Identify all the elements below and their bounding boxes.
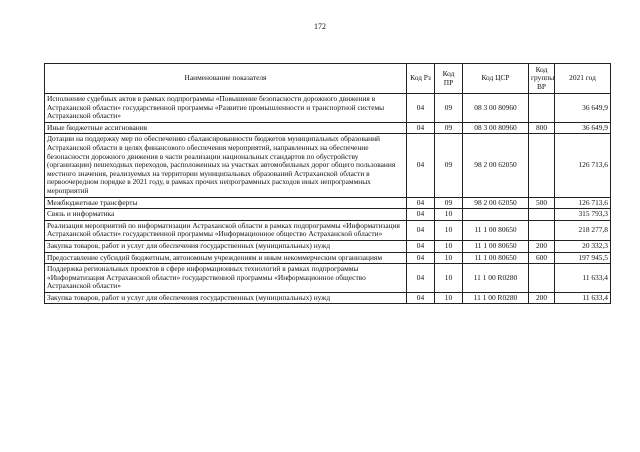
page-number: 172: [314, 22, 326, 31]
row-csr: 11 1 00 80650: [463, 240, 529, 252]
header-year: 2021 год: [555, 64, 611, 94]
row-rz: 04: [407, 209, 435, 221]
header-rz: Код Рз: [407, 64, 435, 94]
row-sum: 197 945,5: [555, 252, 611, 264]
row-sum: 36 649,9: [555, 122, 611, 134]
table-row: [45, 197, 611, 209]
header-pr: Код ПР: [435, 64, 463, 94]
row-rz: 04: [407, 94, 435, 123]
table-row: [45, 252, 611, 264]
row-sum: 126 713,6: [555, 197, 611, 209]
row-pr: 10: [435, 252, 463, 264]
row-rz: 04: [407, 252, 435, 264]
row-vr: [529, 209, 555, 221]
row-sum: 126 713,6: [555, 134, 611, 197]
table-header-row: [45, 64, 611, 94]
table-row: [45, 292, 611, 304]
row-rz: 04: [407, 292, 435, 304]
row-vr: [529, 264, 555, 293]
table-row: [45, 209, 611, 221]
row-sum: 20 332,3: [555, 240, 611, 252]
row-name: Поддержка региональных проектов в сфере информационных технологий в рамках подпрограммы «Информатизация Астраханской области» государственной программы «Информационное общество Астраханской области»: [45, 264, 407, 293]
row-vr: [529, 134, 555, 197]
row-csr: 98 2 00 62050: [463, 197, 529, 209]
row-sum: 11 633,4: [555, 264, 611, 293]
row-vr: 200: [529, 240, 555, 252]
row-csr: 08 3 00 80960: [463, 122, 529, 134]
row-rz: 04: [407, 264, 435, 293]
row-pr: 10: [435, 220, 463, 240]
row-name: Исполнение судебных актов в рамках подпрограммы «Повышение безопасности дорожного движения в Астраханской области» государственной программы «Развитие промышленности и транспортной системы Астраханской области»: [45, 94, 407, 123]
row-csr: 08 3 00 80960: [463, 94, 529, 123]
row-csr: [463, 209, 529, 221]
row-csr: 11 1 00 80650: [463, 220, 529, 240]
table-row: [45, 134, 611, 197]
row-csr: 11 1 00 80650: [463, 252, 529, 264]
row-pr: 09: [435, 197, 463, 209]
row-sum: 218 277,8: [555, 220, 611, 240]
row-name: Дотации на поддержку мер по обеспечению сбалансированности бюджетов муниципальных образований Астраханской области в целях финансового обеспечения мероприятий, направленных на обеспечение безопасности дорожного движения в части реализации национальных стандартов по обустройству (организации) пешеходных переходов, расположенных на участках автомобильных дорог общего пользования местного значения, реализуемых на территории муниципальных образований Астраханской области в первоочередном порядке в 2021 году, в рамках прочих непрограммных расходов иных непрограммных мероприятий: [45, 134, 407, 197]
row-csr: 11 1 00 R0280: [463, 264, 529, 293]
row-vr: 800: [529, 122, 555, 134]
table-row: [45, 220, 611, 240]
row-name: Закупка товаров, работ и услуг для обеспечения государственных (муниципальных) нужд: [45, 240, 407, 252]
row-pr: 10: [435, 264, 463, 293]
row-name: Связь и информатика: [45, 209, 407, 221]
row-pr: 09: [435, 122, 463, 134]
table-row: [45, 94, 611, 123]
row-rz: 04: [407, 240, 435, 252]
table-row: [45, 122, 611, 134]
header-vr: Код группы ВР: [529, 64, 555, 94]
row-csr: 11 1 00 R0280: [463, 292, 529, 304]
row-csr: 98 2 00 62050: [463, 134, 529, 197]
header-csr: Код ЦСР: [463, 64, 529, 94]
row-name: Иные бюджетные ассигнования: [45, 122, 407, 134]
row-name: Предоставление субсидий бюджетным, автономным учреждениям и иным некоммерческим организациям: [45, 252, 407, 264]
row-rz: 04: [407, 197, 435, 209]
row-sum: 11 633,4: [555, 292, 611, 304]
row-rz: 04: [407, 122, 435, 134]
row-vr: 200: [529, 292, 555, 304]
row-pr: 09: [435, 134, 463, 197]
row-rz: 04: [407, 134, 435, 197]
table-row: [45, 240, 611, 252]
row-sum: 36 649,9: [555, 94, 611, 123]
row-vr: 600: [529, 252, 555, 264]
row-pr: 10: [435, 292, 463, 304]
header-name: Наименование показателя: [45, 64, 407, 94]
row-name: Реализация мероприятий по информатизации Астраханской области в рамках подпрограммы «Информатизация Астраханской области» государственной программы «Информационное общество Астраханской области»: [45, 220, 407, 240]
row-sum: 315 793,3: [555, 209, 611, 221]
budget-table: [44, 63, 611, 304]
row-rz: 04: [407, 220, 435, 240]
row-pr: 10: [435, 209, 463, 221]
table-row: [45, 264, 611, 293]
row-vr: [529, 220, 555, 240]
row-name: Закупка товаров, работ и услуг для обеспечения государственных (муниципальных) нужд: [45, 292, 407, 304]
row-pr: 10: [435, 240, 463, 252]
row-name: Межбюджетные трансферты: [45, 197, 407, 209]
row-pr: 09: [435, 94, 463, 123]
row-vr: [529, 94, 555, 123]
row-vr: 500: [529, 197, 555, 209]
